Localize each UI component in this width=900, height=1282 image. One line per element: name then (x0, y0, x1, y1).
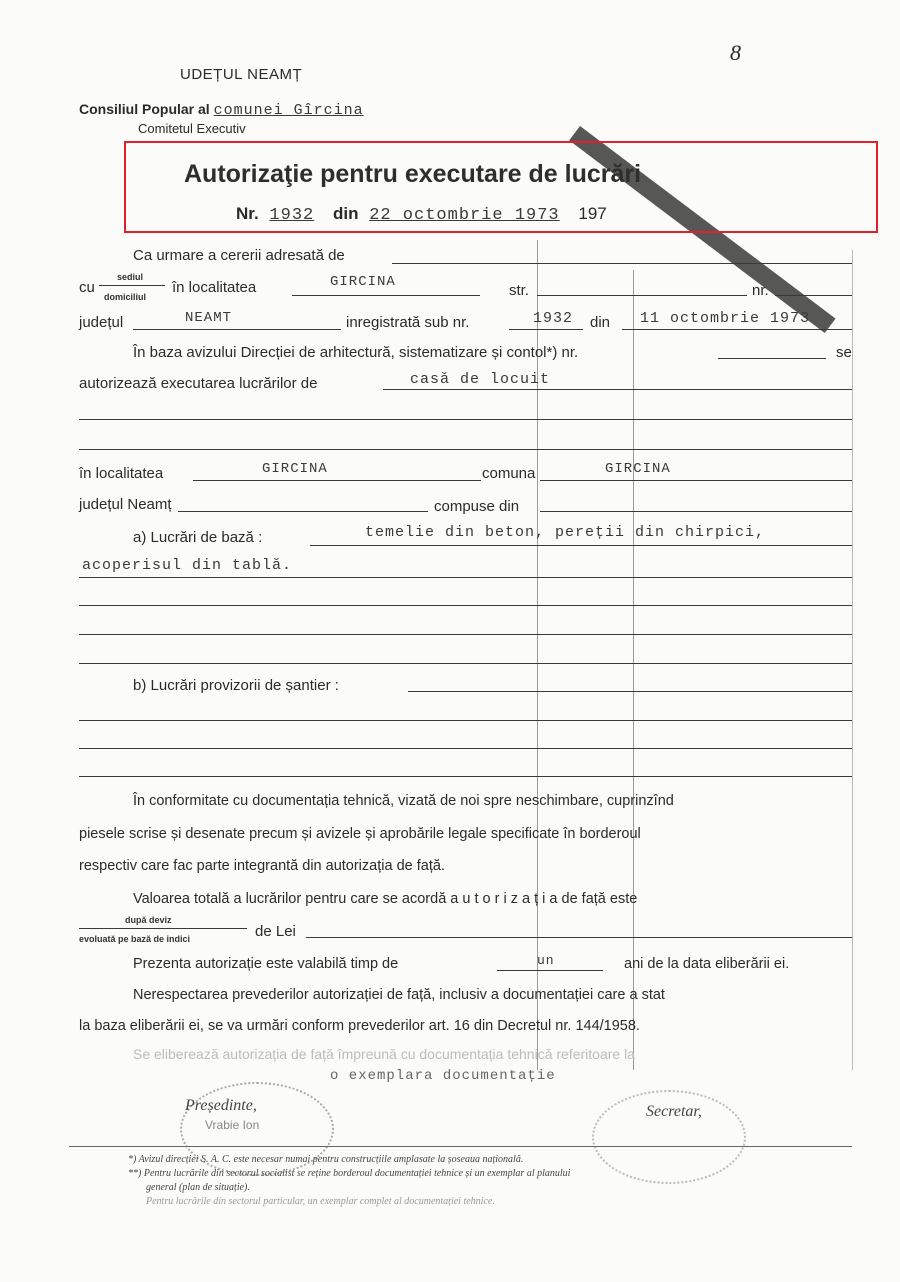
field-line (79, 748, 852, 749)
din-label-2: din (590, 314, 611, 331)
nr-label: Nr. (236, 204, 259, 223)
field-line (622, 329, 852, 330)
cu-label: cu (79, 279, 95, 296)
de-lei: de Lei (255, 923, 296, 940)
field-line (292, 295, 480, 296)
nr-label-2: nr. (752, 282, 769, 299)
domiciliul-label: domiciliul (104, 292, 147, 302)
in-localitatea-label: în localitatea (172, 279, 257, 296)
committee: Comitetul Executiv (138, 121, 246, 136)
field-line (306, 937, 852, 938)
council-line (79, 101, 364, 119)
secretar-label: Secretar, (646, 1103, 702, 1120)
field-line (79, 663, 852, 664)
valabila-value: un (537, 953, 555, 968)
valabila-text: Prezenta autorizație este valabilă timp de (133, 956, 399, 972)
sediul-label: sediul (117, 272, 144, 282)
field-line (99, 285, 165, 286)
footnote-2: **) Pentru lucrările din sectorul socialist se reține borderoul documentației tehnice și un exemplar al planului (128, 1168, 571, 1179)
field-line (79, 776, 852, 777)
aviz-text: În baza avizului Direcției de arhitectură, sistematizare și contol*) nr. (133, 344, 579, 361)
field-line (133, 329, 341, 330)
field-line (79, 720, 852, 721)
localitate2-value: GIRCINA (262, 461, 328, 477)
field-line (178, 511, 428, 512)
field-line (79, 634, 852, 635)
field-line (537, 295, 747, 296)
council-name: comunei Gîrcina (213, 102, 364, 119)
county-name: UDEȚUL NEAMȚ (180, 66, 303, 83)
str-label: str. (509, 282, 530, 299)
field-line (79, 605, 852, 606)
scan-artifact-line (852, 250, 853, 1070)
autorizeaza-text: autorizează executarea lucrărilor de (79, 375, 318, 392)
conformitate-line2: piesele scrise și desenate precum și avizele și aprobările legale specificate în borderoul (79, 826, 641, 842)
date-value: 22 octombrie 1973 (369, 206, 560, 225)
nerespectarea-line1: Nerespectarea prevederilor autorizației de față, inclusiv a documentației care a stat (133, 987, 665, 1003)
field-line (310, 545, 852, 546)
council-prefix: Consiliul Popular al (79, 101, 210, 117)
inregistrata-label: inregistrată sub nr. (346, 314, 470, 331)
lucrari-value: casă de locuit (410, 371, 551, 388)
footnote-4: Pentru lucrările din sectorul particular, un exemplar complet al documentației tehnice. (146, 1196, 495, 1207)
title-number-line (236, 204, 607, 225)
dupa-deviz: după deviz (125, 915, 172, 925)
b-label: b) Lucrări provizorii de șantier : (133, 677, 339, 694)
se-label: se (836, 344, 852, 361)
field-line (408, 691, 852, 692)
field-line (540, 511, 852, 512)
field-line (509, 329, 583, 330)
valoarea-text: Valoarea totală a lucrărilor pentru care se acordă a u t o r i z a ț i a de față este (133, 891, 638, 907)
scan-artifact-line (537, 240, 538, 1070)
presedinte-name: Vrabie Ion (205, 1118, 260, 1132)
din-label: din (332, 204, 359, 223)
faded-line-2: o exemplara documentație (330, 1068, 556, 1084)
field-line (383, 389, 852, 390)
field-line (79, 577, 852, 578)
year-prefix: 197 (578, 204, 607, 223)
conformitate-line1: În conformitate cu documentația tehnică, vizată de noi spre neschimbare, cuprinzînd (133, 793, 674, 809)
field-line (79, 928, 247, 929)
presedinte-label: Președinte, (185, 1097, 257, 1114)
comuna-label: comuna (482, 465, 536, 482)
field-line (79, 419, 852, 420)
separator-line (69, 1146, 852, 1147)
nerespectarea-line2: la baza eliberării ei, se va urmări conform prevederilor art. 16 din Decretul nr. 144/1958. (79, 1018, 640, 1034)
a-value-line1: temelie din beton, pereții din chirpici, (365, 524, 766, 541)
page-number: 8 (730, 40, 741, 65)
localitate-value: GIRCINA (330, 274, 396, 290)
request-text: Ca urmare a cererii adresată de (133, 247, 345, 264)
document-title: Autorizaţie pentru executare de lucrări (184, 160, 642, 188)
field-line (540, 480, 852, 481)
faded-line: Se eliberează autorizația de față împreună cu documentația tehnică referitoare la (133, 1046, 635, 1062)
judetul-neamt: județul Neamț (79, 496, 172, 513)
evoluata: evoluată pe bază de indici (79, 934, 191, 944)
inregistrata-date: 11 octombrie 1973 (640, 310, 811, 327)
scan-artifact-line (633, 270, 634, 1070)
footnote-1: *) Avizul direcției S. A. C. este necesar numai pentru construcțiile amplasate la șoseaua națională. (128, 1154, 524, 1165)
a-label: a) Lucrări de bază : (133, 529, 263, 546)
field-line (392, 263, 852, 264)
field-line (775, 295, 852, 296)
judetul-label: județul (79, 314, 124, 331)
nr-value: 1932 (269, 206, 315, 225)
in-localitatea-label-2: în localitatea (79, 465, 164, 482)
compuse-label: compuse din (434, 498, 520, 515)
judet-value: NEAMT (185, 310, 233, 326)
field-line (497, 970, 603, 971)
footnote-3: general (plan de situație). (146, 1182, 250, 1193)
comuna-value: GIRCINA (605, 461, 671, 477)
ani-text: ani de la data eliberării ei. (624, 956, 790, 972)
a-value-line2: acoperisul din tablă. (82, 557, 293, 574)
field-line (193, 480, 481, 481)
field-line (718, 358, 826, 359)
field-line (79, 449, 852, 450)
conformitate-line3: respectiv care fac parte integrantă din autorizația de față. (79, 858, 445, 874)
inregistrata-nr: 1932 (533, 310, 574, 327)
